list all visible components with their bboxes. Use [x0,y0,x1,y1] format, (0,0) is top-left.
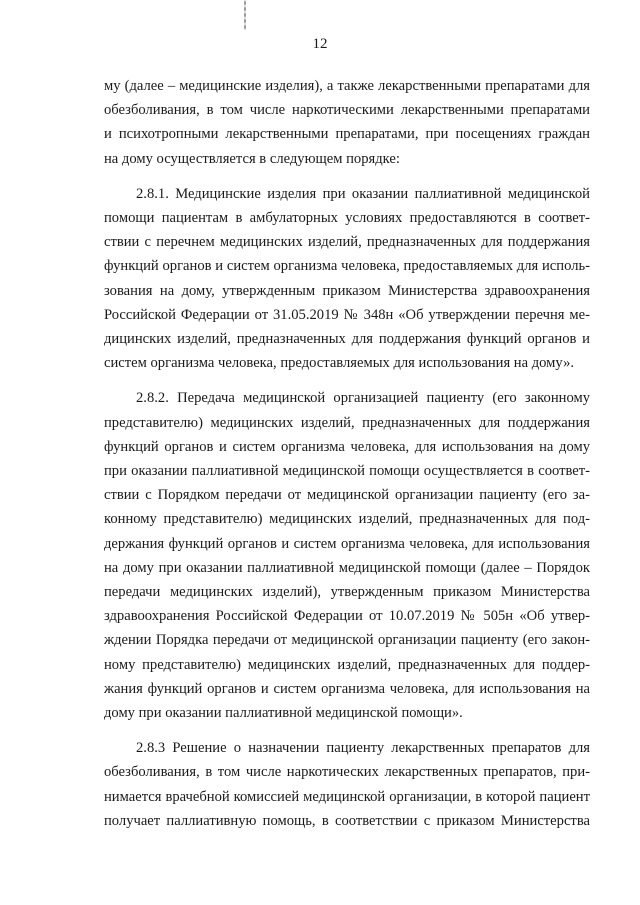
text-line: при оказании паллиативной медицинской помощи осуществляется в соответ- [104,463,590,480]
text-line: обезболивания, в том числе наркотических лекарственных препаратов, при- [104,764,590,781]
text-line: передачи медицинских изделий), утвержденным приказом Министерства [104,584,590,601]
text-line: дому при оказании паллиативной медицинской помощи». [104,705,463,722]
text-line: Российской Федерации от 31.05.2019 № 348н «Об утверждении перечня ме- [104,306,590,323]
document-body [104,74,590,833]
text-line: здравоохранения Российской Федерации от 10.07.2019 № 505н «Об утвер- [104,608,590,625]
text-line: жания функций органов и систем организма человека, для использования на [104,680,590,697]
text-line: систем организма человека, предоставляемых для использования на дому». [104,355,575,372]
scan-dots [244,0,246,30]
text-line: му (далее – медицинские изделия), а также лекарственными препаратами для [104,78,590,94]
text-line: ждении Порядка передачи от медицинской организации пациенту (его закон- [104,632,590,649]
text-line: ному представителю) медицинских изделий, предназначенных для поддер- [104,656,590,673]
text-line: зования на дому, утвержденным приказом Министерства здравоохранения [104,282,590,299]
text-line: 2.8.3 Решение о назначении пациенту лекарственных препаратов для [136,740,590,757]
paragraph-intro [104,74,590,171]
text-line: ствии с Порядком передачи от медицинской организации пациенту (его за- [104,487,590,504]
text-line: 2.8.2. Передача медицинской организацией пациенту (его законному [136,390,590,407]
text-line: конному представителю) медицинских изделий, предназначенных для под- [104,511,590,528]
text-line: функций органов и систем организма человека, для использования на дому [104,438,590,455]
page-number: 12 [312,36,328,52]
text-line: 2.8.1. Медицинские изделия при оказании паллиативной медицинской [136,185,590,202]
paragraph-2-8-3 [104,736,590,833]
paragraph-2-8-1 [104,182,590,376]
text-line: нимается врачебной комиссией медицинской организации, в которой пациент [104,788,590,805]
text-line: функций органов и систем организма человека, предоставляемых для исполь- [104,258,590,275]
text-line: получает паллиативную помощь, в соответствии с приказом Министерства [104,812,590,829]
text-line: обезболивания, в том числе наркотическими лекарственными препаратами [104,102,590,119]
text-line: и психотропными лекарственными препаратами, при посещениях граждан [104,126,590,143]
text-line: держания функций органов и систем организма человека, для использования [104,535,590,552]
text-line: на дому при оказании паллиативной медицинской помощи (далее – Порядок [104,559,590,576]
text-line: дицинских изделий, предназначенных для поддержания функций органов и [104,331,590,348]
text-line: помощи пациентам в амбулаторных условиях предоставляются в соответ- [104,210,590,227]
paragraph-2-8-2 [104,386,590,725]
text-line: представителю) медицинских изделий, предназначенных для поддержания [104,414,590,431]
text-line: на дому осуществляется в следующем порядке: [104,150,400,167]
text-line: ствии с перечнем медицинских изделий, предназначенных для поддержания [104,234,590,251]
